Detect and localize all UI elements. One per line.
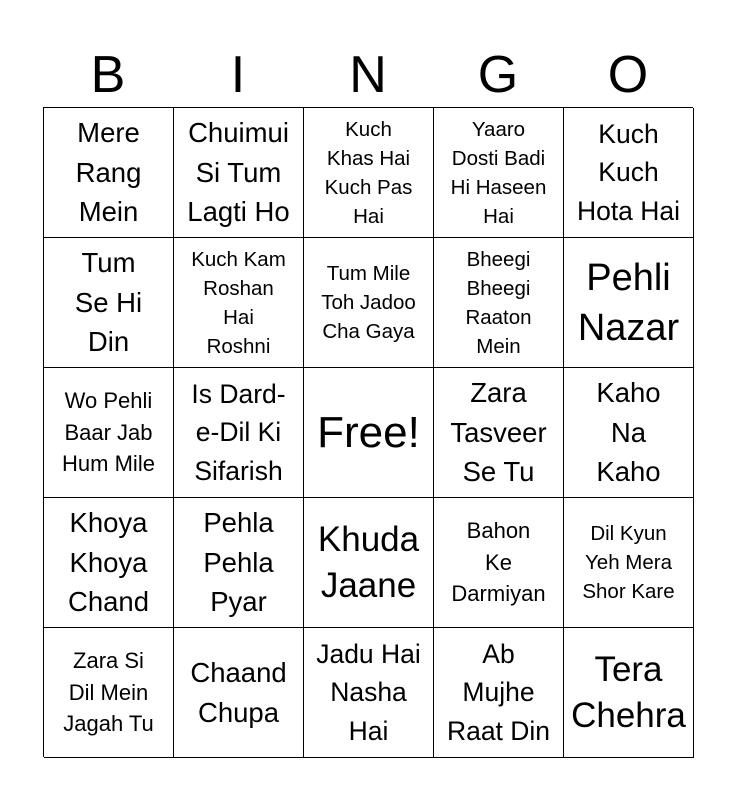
bingo-cell[interactable]	[44, 628, 174, 758]
bingo-cell[interactable]	[304, 628, 434, 758]
bingo-cell[interactable]	[564, 368, 694, 498]
bingo-cell[interactable]	[304, 238, 434, 368]
cell-text: Kuch Kam Roshan Hai Roshni	[191, 247, 286, 358]
bingo-cell[interactable]	[174, 368, 304, 498]
cell-text: Kuch Kuch Hota Hai	[576, 118, 681, 226]
cell-text: Kuch Khas Hai Kuch Pas Hai	[324, 117, 413, 228]
bingo-cell[interactable]	[44, 108, 174, 238]
bingo-cell[interactable]	[44, 368, 174, 498]
bingo-cell[interactable]	[174, 238, 304, 368]
bingo-cell[interactable]	[564, 498, 694, 628]
cell-text: Kaho Na Kaho	[596, 377, 661, 488]
bingo-cell[interactable]	[174, 628, 304, 758]
free-space-cell[interactable]	[304, 368, 434, 498]
bingo-cell[interactable]	[564, 108, 694, 238]
bingo-cell[interactable]	[434, 238, 564, 368]
header-letter-i: I	[230, 46, 246, 104]
bingo-cell[interactable]	[434, 628, 564, 758]
cell-text: Wo Pehli Baar Jab Hum Mile	[62, 388, 155, 477]
cell-text: Chuimui Si Tum Lagti Ho	[187, 117, 290, 228]
header-letter-o: O	[607, 46, 649, 104]
free-space-text: Free!	[317, 407, 420, 457]
bingo-cell[interactable]	[44, 498, 174, 628]
bingo-cell[interactable]	[304, 498, 434, 628]
cell-text: Dil Kyun Yeh Mera Shor Kare	[582, 522, 675, 603]
bingo-cell[interactable]	[564, 628, 694, 758]
cell-text: Ab Mujhe Raat Din	[446, 638, 551, 746]
cell-text: Khuda Jaane	[317, 519, 420, 605]
bingo-card-grid	[43, 107, 693, 757]
bingo-cell[interactable]	[434, 368, 564, 498]
cell-text: Yaaro Dosti Badi Hi Haseen Hai	[450, 117, 547, 228]
cell-text: Bheegi Bheegi Raaton Mein	[465, 247, 532, 358]
cell-text: Pehla Pehla Pyar	[203, 507, 274, 618]
bingo-cell[interactable]	[564, 238, 694, 368]
header-letter-n: N	[349, 46, 387, 104]
cell-text: Zara Tasveer Se Tu	[450, 377, 547, 488]
cell-text: Pehli Nazar	[577, 256, 680, 349]
bingo-header	[43, 44, 693, 106]
cell-text: Zara Si Dil Mein Jagah Tu	[63, 648, 154, 737]
cell-text: Tum Mile Toh Jadoo Cha Gaya	[321, 262, 416, 343]
cell-text: Jadu Hai Nasha Hai	[316, 638, 421, 746]
cell-text: Is Dard- e-Dil Ki Sifarish	[191, 378, 286, 486]
bingo-cell[interactable]	[44, 238, 174, 368]
cell-text: Mere Rang Mein	[75, 117, 142, 228]
cell-text: Tum Se Hi Din	[74, 247, 143, 358]
cell-text: Bahon Ke Darmiyan	[451, 518, 546, 607]
header-letter-b: B	[90, 46, 126, 104]
cell-text: Tera Chehra	[571, 649, 686, 735]
bingo-cell[interactable]	[174, 108, 304, 238]
bingo-cell[interactable]	[304, 108, 434, 238]
bingo-cell[interactable]	[434, 498, 564, 628]
header-letter-g: G	[477, 46, 519, 104]
cell-text: Khoya Khoya Chand	[67, 507, 150, 618]
bingo-cell[interactable]	[174, 498, 304, 628]
bingo-cell[interactable]	[434, 108, 564, 238]
cell-text: Chaand Chupa	[190, 657, 287, 728]
